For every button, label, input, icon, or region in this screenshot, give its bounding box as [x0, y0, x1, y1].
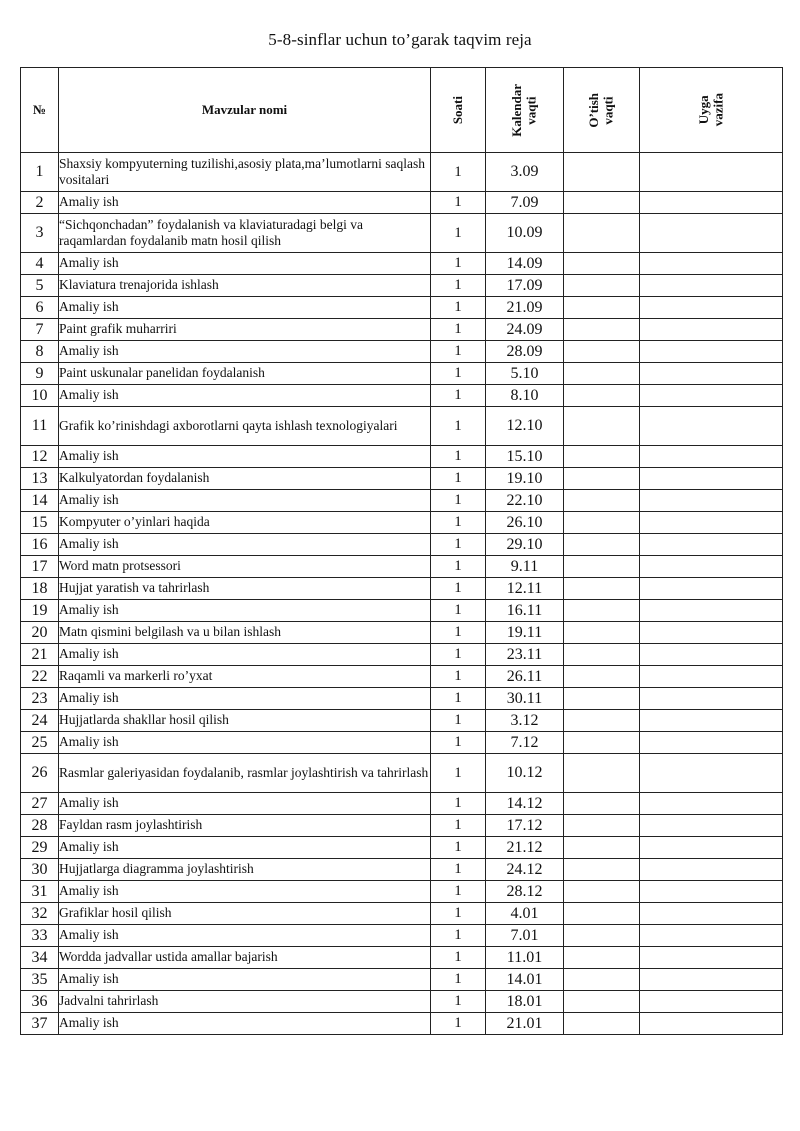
row-held-time	[564, 363, 640, 385]
row-calendar-date: 21.01	[486, 1013, 564, 1035]
row-topic: Klaviatura trenajorida ishlash	[59, 275, 431, 297]
row-calendar-date: 19.11	[486, 622, 564, 644]
row-homework	[640, 969, 783, 991]
table-row	[21, 710, 783, 732]
row-calendar-date: 10.12	[486, 754, 564, 793]
row-held-time	[564, 512, 640, 534]
table-row	[21, 153, 783, 192]
header-calendar-time	[486, 68, 564, 153]
row-homework	[640, 732, 783, 754]
row-number: 33	[21, 925, 59, 947]
table-row	[21, 556, 783, 578]
row-homework	[640, 644, 783, 666]
row-held-time	[564, 925, 640, 947]
table-row	[21, 512, 783, 534]
row-topic: Amaliy ish	[59, 969, 431, 991]
table-row	[21, 991, 783, 1013]
row-homework	[640, 859, 783, 881]
row-calendar-date: 7.09	[486, 192, 564, 214]
table-row	[21, 947, 783, 969]
row-hours: 1	[431, 732, 486, 754]
row-number: 19	[21, 600, 59, 622]
row-number: 29	[21, 837, 59, 859]
row-number: 4	[21, 253, 59, 275]
row-homework	[640, 947, 783, 969]
row-number: 13	[21, 468, 59, 490]
row-calendar-date: 24.12	[486, 859, 564, 881]
table-row	[21, 192, 783, 214]
row-number: 31	[21, 881, 59, 903]
row-topic: Amaliy ish	[59, 644, 431, 666]
table-row	[21, 1013, 783, 1035]
row-number: 37	[21, 1013, 59, 1035]
row-held-time	[564, 446, 640, 468]
row-held-time	[564, 600, 640, 622]
header-hours	[431, 68, 486, 153]
row-held-time	[564, 644, 640, 666]
row-hours: 1	[431, 341, 486, 363]
row-topic: Amaliy ish	[59, 881, 431, 903]
row-homework	[640, 192, 783, 214]
row-number: 16	[21, 534, 59, 556]
table-row	[21, 490, 783, 512]
row-topic: Hujjatlarga diagramma joylashtirish	[59, 859, 431, 881]
row-number: 2	[21, 192, 59, 214]
row-number: 14	[21, 490, 59, 512]
row-homework	[640, 363, 783, 385]
row-hours: 1	[431, 925, 486, 947]
row-hours: 1	[431, 192, 486, 214]
table-row	[21, 600, 783, 622]
row-number: 8	[21, 341, 59, 363]
row-calendar-date: 21.09	[486, 297, 564, 319]
row-held-time	[564, 297, 640, 319]
table-row	[21, 925, 783, 947]
row-held-time	[564, 407, 640, 446]
row-number: 6	[21, 297, 59, 319]
table-row	[21, 815, 783, 837]
row-homework	[640, 319, 783, 341]
row-number: 7	[21, 319, 59, 341]
row-hours: 1	[431, 622, 486, 644]
row-number: 36	[21, 991, 59, 1013]
row-topic: Grafiklar hosil qilish	[59, 903, 431, 925]
row-calendar-date: 11.01	[486, 947, 564, 969]
row-number: 18	[21, 578, 59, 600]
row-homework	[640, 534, 783, 556]
row-hours: 1	[431, 534, 486, 556]
row-hours: 1	[431, 644, 486, 666]
row-calendar-date: 8.10	[486, 385, 564, 407]
row-number: 28	[21, 815, 59, 837]
row-topic: Paint uskunalar panelidan foydalanish	[59, 363, 431, 385]
table-row	[21, 363, 783, 385]
row-homework	[640, 1013, 783, 1035]
row-topic: Amaliy ish	[59, 925, 431, 947]
row-calendar-date: 14.09	[486, 253, 564, 275]
row-calendar-date: 30.11	[486, 688, 564, 710]
row-held-time	[564, 385, 640, 407]
row-topic: Amaliy ish	[59, 1013, 431, 1035]
table-row	[21, 732, 783, 754]
table-row	[21, 859, 783, 881]
row-calendar-date: 22.10	[486, 490, 564, 512]
row-hours: 1	[431, 754, 486, 793]
row-homework	[640, 214, 783, 253]
row-held-time	[564, 710, 640, 732]
row-homework	[640, 341, 783, 363]
row-held-time	[564, 837, 640, 859]
table-row	[21, 644, 783, 666]
table-row	[21, 275, 783, 297]
table-row	[21, 253, 783, 275]
row-hours: 1	[431, 556, 486, 578]
row-hours: 1	[431, 446, 486, 468]
row-number: 24	[21, 710, 59, 732]
row-homework	[640, 881, 783, 903]
row-number: 23	[21, 688, 59, 710]
row-hours: 1	[431, 710, 486, 732]
row-held-time	[564, 253, 640, 275]
table-row	[21, 407, 783, 446]
row-number: 22	[21, 666, 59, 688]
row-calendar-date: 3.12	[486, 710, 564, 732]
row-topic: Jadvalni tahrirlash	[59, 991, 431, 1013]
row-held-time	[564, 903, 640, 925]
row-homework	[640, 385, 783, 407]
row-homework	[640, 991, 783, 1013]
row-homework	[640, 512, 783, 534]
row-topic: Amaliy ish	[59, 253, 431, 275]
row-held-time	[564, 754, 640, 793]
row-held-time	[564, 275, 640, 297]
row-held-time	[564, 468, 640, 490]
row-hours: 1	[431, 793, 486, 815]
row-number: 9	[21, 363, 59, 385]
row-held-time	[564, 947, 640, 969]
row-topic: Word matn protsessori	[59, 556, 431, 578]
row-calendar-date: 7.01	[486, 925, 564, 947]
row-hours: 1	[431, 815, 486, 837]
row-topic: Amaliy ish	[59, 793, 431, 815]
row-topic: Fayldan rasm joylashtirish	[59, 815, 431, 837]
header-topic: Mavzular nomi	[59, 68, 431, 153]
header-calendar-label: Kalendar vaqti	[509, 83, 539, 137]
row-topic: Amaliy ish	[59, 192, 431, 214]
row-hours: 1	[431, 153, 486, 192]
row-hours: 1	[431, 297, 486, 319]
table-row	[21, 297, 783, 319]
row-topic: Amaliy ish	[59, 490, 431, 512]
page-title: 5-8-sinflar uchun to’garak taqvim reja	[268, 30, 532, 49]
row-hours: 1	[431, 275, 486, 297]
calendar-plan-table	[20, 67, 783, 1035]
row-held-time	[564, 991, 640, 1013]
row-homework	[640, 578, 783, 600]
row-hours: 1	[431, 363, 486, 385]
table-row	[21, 578, 783, 600]
table-row	[21, 754, 783, 793]
row-hours: 1	[431, 578, 486, 600]
row-topic: Amaliy ish	[59, 688, 431, 710]
row-topic: Kompyuter o’yinlari haqida	[59, 512, 431, 534]
row-calendar-date: 12.11	[486, 578, 564, 600]
table-row	[21, 534, 783, 556]
row-held-time	[564, 192, 640, 214]
table-row	[21, 385, 783, 407]
row-topic: Amaliy ish	[59, 534, 431, 556]
row-held-time	[564, 490, 640, 512]
row-held-time	[564, 793, 640, 815]
row-homework	[640, 600, 783, 622]
row-hours: 1	[431, 385, 486, 407]
row-hours: 1	[431, 214, 486, 253]
row-number: 12	[21, 446, 59, 468]
table-header-row	[21, 68, 783, 153]
row-calendar-date: 17.09	[486, 275, 564, 297]
row-homework	[640, 710, 783, 732]
row-number: 5	[21, 275, 59, 297]
row-calendar-date: 28.12	[486, 881, 564, 903]
row-topic: Amaliy ish	[59, 385, 431, 407]
row-hours: 1	[431, 947, 486, 969]
row-number: 11	[21, 407, 59, 446]
row-hours: 1	[431, 837, 486, 859]
row-calendar-date: 14.01	[486, 969, 564, 991]
row-homework	[640, 407, 783, 446]
row-held-time	[564, 578, 640, 600]
row-calendar-date: 19.10	[486, 468, 564, 490]
header-held-label: O’tish vaqti	[586, 92, 616, 128]
row-held-time	[564, 666, 640, 688]
row-homework	[640, 688, 783, 710]
row-held-time	[564, 815, 640, 837]
row-homework	[640, 925, 783, 947]
row-calendar-date: 9.11	[486, 556, 564, 578]
row-topic: Rasmlar galeriyasidan foydalanib, rasmlar joylashtirish va tahrirlash	[59, 754, 431, 793]
row-held-time	[564, 688, 640, 710]
row-held-time	[564, 534, 640, 556]
row-topic: Matn qismini belgilash va u bilan ishlash	[59, 622, 431, 644]
row-calendar-date: 28.09	[486, 341, 564, 363]
table-row	[21, 214, 783, 253]
row-number: 15	[21, 512, 59, 534]
row-hours: 1	[431, 969, 486, 991]
row-number: 1	[21, 153, 59, 192]
row-calendar-date: 5.10	[486, 363, 564, 385]
row-held-time	[564, 1013, 640, 1035]
table-row	[21, 793, 783, 815]
header-homework-label: Uyga vazifa	[695, 93, 725, 127]
row-calendar-date: 7.12	[486, 732, 564, 754]
row-topic: Amaliy ish	[59, 341, 431, 363]
row-number: 20	[21, 622, 59, 644]
row-calendar-date: 21.12	[486, 837, 564, 859]
row-held-time	[564, 881, 640, 903]
row-topic: Shaxsiy kompyuterning tuzilishi,asosiy plata,ma’lumotlarni saqlash vositalari	[59, 153, 431, 192]
row-topic: Hujjat yaratish va tahrirlash	[59, 578, 431, 600]
row-topic: Amaliy ish	[59, 446, 431, 468]
row-topic: Paint grafik muharriri	[59, 319, 431, 341]
row-number: 17	[21, 556, 59, 578]
table-row	[21, 903, 783, 925]
row-calendar-date: 23.11	[486, 644, 564, 666]
row-homework	[640, 815, 783, 837]
row-topic: Amaliy ish	[59, 837, 431, 859]
row-hours: 1	[431, 319, 486, 341]
row-homework	[640, 275, 783, 297]
row-calendar-date: 3.09	[486, 153, 564, 192]
table-row	[21, 622, 783, 644]
row-number: 26	[21, 754, 59, 793]
row-homework	[640, 556, 783, 578]
row-hours: 1	[431, 490, 486, 512]
row-homework	[640, 490, 783, 512]
row-hours: 1	[431, 600, 486, 622]
row-number: 34	[21, 947, 59, 969]
row-number: 25	[21, 732, 59, 754]
row-calendar-date: 4.01	[486, 903, 564, 925]
header-hours-label: Soati	[449, 95, 465, 125]
row-number: 35	[21, 969, 59, 991]
row-held-time	[564, 214, 640, 253]
row-number: 32	[21, 903, 59, 925]
table-row	[21, 468, 783, 490]
row-hours: 1	[431, 407, 486, 446]
row-homework	[640, 754, 783, 793]
row-homework	[640, 253, 783, 275]
row-calendar-date: 29.10	[486, 534, 564, 556]
row-hours: 1	[431, 688, 486, 710]
row-homework	[640, 666, 783, 688]
header-number: №	[21, 68, 59, 153]
row-calendar-date: 16.11	[486, 600, 564, 622]
row-calendar-date: 12.10	[486, 407, 564, 446]
row-held-time	[564, 969, 640, 991]
table-row	[21, 446, 783, 468]
row-calendar-date: 17.12	[486, 815, 564, 837]
row-homework	[640, 297, 783, 319]
row-calendar-date: 15.10	[486, 446, 564, 468]
row-number: 30	[21, 859, 59, 881]
row-homework	[640, 153, 783, 192]
row-held-time	[564, 622, 640, 644]
row-hours: 1	[431, 881, 486, 903]
row-topic: Grafik ko’rinishdagi axborotlarni qayta ishlash texnologiyalari	[59, 407, 431, 446]
row-held-time	[564, 319, 640, 341]
row-topic: Wordda jadvallar ustida amallar bajarish	[59, 947, 431, 969]
row-hours: 1	[431, 859, 486, 881]
row-calendar-date: 18.01	[486, 991, 564, 1013]
table-row	[21, 969, 783, 991]
table-row	[21, 666, 783, 688]
row-homework	[640, 903, 783, 925]
row-homework	[640, 793, 783, 815]
row-topic: Raqamli va markerli ro’yxat	[59, 666, 431, 688]
row-topic: Amaliy ish	[59, 297, 431, 319]
row-hours: 1	[431, 468, 486, 490]
row-calendar-date: 14.12	[486, 793, 564, 815]
row-number: 21	[21, 644, 59, 666]
row-calendar-date: 24.09	[486, 319, 564, 341]
table-row	[21, 881, 783, 903]
row-calendar-date: 26.11	[486, 666, 564, 688]
row-held-time	[564, 859, 640, 881]
row-calendar-date: 10.09	[486, 214, 564, 253]
row-topic: Amaliy ish	[59, 600, 431, 622]
row-hours: 1	[431, 991, 486, 1013]
row-held-time	[564, 556, 640, 578]
row-held-time	[564, 153, 640, 192]
table-row	[21, 319, 783, 341]
row-held-time	[564, 341, 640, 363]
row-hours: 1	[431, 253, 486, 275]
row-hours: 1	[431, 512, 486, 534]
row-topic: “Sichqonchadan” foydalanish va klaviaturadagi belgi va raqamlardan foydalanib matn hosil qilish	[59, 214, 431, 253]
row-homework	[640, 446, 783, 468]
row-topic: Hujjatlarda shakllar hosil qilish	[59, 710, 431, 732]
row-hours: 1	[431, 1013, 486, 1035]
row-homework	[640, 468, 783, 490]
table-row	[21, 341, 783, 363]
row-homework	[640, 837, 783, 859]
row-number: 27	[21, 793, 59, 815]
row-topic: Amaliy ish	[59, 732, 431, 754]
row-hours: 1	[431, 666, 486, 688]
row-topic: Kalkulyatordan foydalanish	[59, 468, 431, 490]
row-number: 3	[21, 214, 59, 253]
row-homework	[640, 622, 783, 644]
table-row	[21, 837, 783, 859]
row-number: 10	[21, 385, 59, 407]
table-body	[21, 153, 783, 1035]
row-calendar-date: 26.10	[486, 512, 564, 534]
row-hours: 1	[431, 903, 486, 925]
header-held-time	[564, 68, 640, 153]
table-row	[21, 688, 783, 710]
row-held-time	[564, 732, 640, 754]
header-homework	[640, 68, 783, 153]
